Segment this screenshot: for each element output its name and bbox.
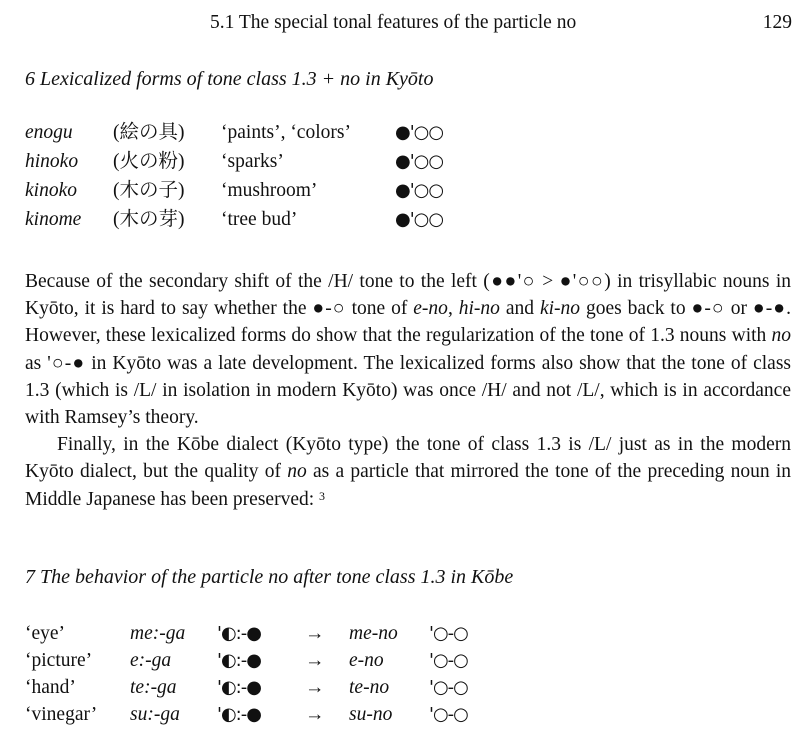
text-run: Finally, in the Kōbe dialect (Kyōto type) the tone of class 1.3 is /L/ just as in the modern Kyōto dialect, but the quality of <box>25 434 791 483</box>
italic-term: no <box>287 461 307 483</box>
result-tone: '○-○ <box>429 650 468 671</box>
tone-pattern: ●'○○ <box>395 151 444 172</box>
text-run: goes back to ●-○ or ●-●. However, these lexicalized forms do show that the regularization of the tone of 1.3 nouns with <box>25 298 791 347</box>
tone-pattern: '◐:-● <box>217 677 261 698</box>
gloss: ‘eye’ <box>25 623 66 644</box>
running-header-title: 5.1 The special tonal features of the particle no <box>210 12 577 33</box>
text-run: and <box>499 298 540 320</box>
body-text <box>25 268 791 513</box>
gloss: ‘tree bud’ <box>221 209 298 230</box>
form: su:-ga <box>130 704 180 725</box>
gloss: ‘picture’ <box>25 650 93 671</box>
gloss: ‘hand’ <box>25 677 76 698</box>
italic-term: e-no <box>413 298 448 320</box>
result-form: su-no <box>349 704 393 725</box>
text-run: , <box>447 298 459 320</box>
gloss: ‘sparks’ <box>221 151 284 172</box>
word: enogu <box>25 122 73 143</box>
result-tone: '○-○ <box>429 704 468 725</box>
result-form: e-no <box>349 650 384 671</box>
arrow-icon: → <box>305 677 325 698</box>
page-number: 129 <box>762 12 792 33</box>
kanji: (木の子) <box>113 180 185 201</box>
footnote-marker[interactable]: 3 <box>319 488 326 503</box>
tone-pattern: ●'○○ <box>395 122 444 143</box>
paragraph-2 <box>25 431 791 513</box>
arrow-icon: → <box>305 704 325 725</box>
italic-term: hi-no <box>458 298 500 320</box>
result-form: te-no <box>349 677 390 698</box>
gloss: ‘vinegar’ <box>25 704 98 725</box>
text-run: Because of the secondary shift of the /H/ tone to the left (●●'○ > ●'○○) in trisyllabic nouns in Kyōto, it is hard to say whether the ●-○ tone of <box>25 271 791 320</box>
italic-term: no <box>771 325 791 347</box>
word: kinoko <box>25 180 77 201</box>
tone-pattern: '◐:-● <box>217 650 261 671</box>
word: hinoko <box>25 151 79 172</box>
italic-term: ki-no <box>539 298 581 320</box>
result-tone: '○-○ <box>429 623 468 644</box>
result-tone: '○-○ <box>429 677 468 698</box>
arrow-icon: → <box>305 623 325 644</box>
example-6-heading: 6 Lexicalized forms of tone class 1.3 + no in Kyōto <box>25 68 434 90</box>
tone-pattern: ●'○○ <box>395 180 444 201</box>
tone-pattern: '◐:-● <box>217 623 261 644</box>
kanji: (火の粉) <box>113 151 185 172</box>
form: e:-ga <box>130 650 172 671</box>
form: te:-ga <box>130 677 177 698</box>
kanji: (絵の具) <box>113 122 185 143</box>
tone-pattern: '◐:-● <box>217 704 261 725</box>
example-7-heading: 7 The behavior of the particle no after tone class 1.3 in Kōbe <box>25 566 514 588</box>
word: kinome <box>25 209 82 230</box>
tone-pattern: ●'○○ <box>395 209 444 230</box>
text-run: as '○-● in Kyōto was a late development. The lexicalized forms also show that the tone of class 1.3 (which is /L/ in isolation in modern Kyōto) was once /H/ and not /L/, which is in accordance with Ramsey’s theory. <box>25 352 791 429</box>
result-form: me-no <box>349 623 398 644</box>
kanji: (木の芽) <box>113 209 185 230</box>
gloss: ‘mushroom’ <box>221 180 318 201</box>
paragraph-1 <box>25 268 791 431</box>
form: me:-ga <box>130 623 186 644</box>
gloss: ‘paints’, ‘colors’ <box>221 122 351 143</box>
arrow-icon: → <box>305 650 325 671</box>
text-run: as a particle that mirrored the tone of the preceding noun in Middle Japanese has been preserved: <box>25 461 791 510</box>
